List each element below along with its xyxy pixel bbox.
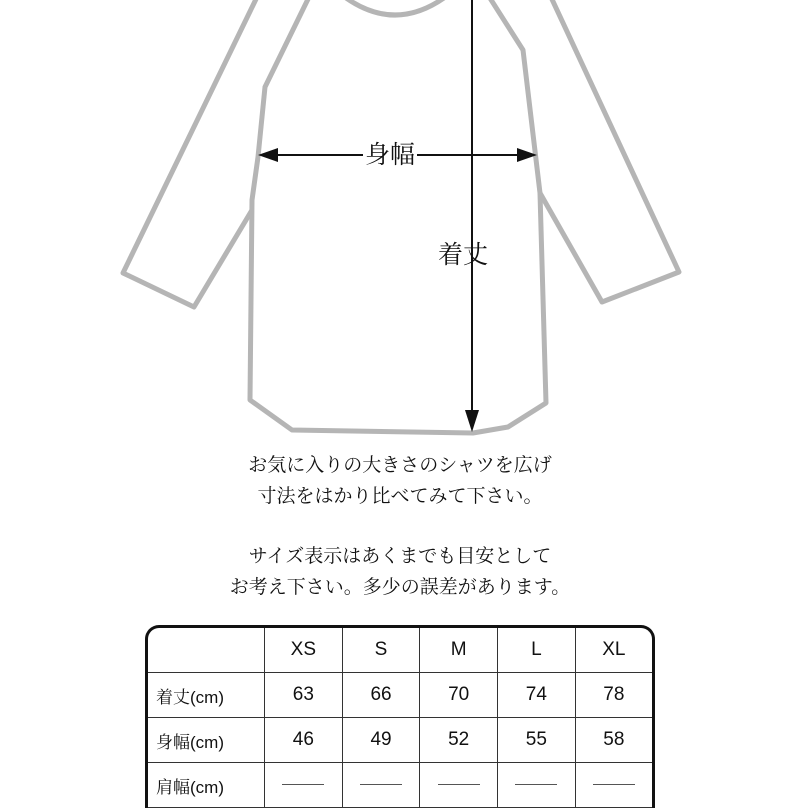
cell: 52 [420, 718, 498, 763]
dash-mark [360, 784, 402, 785]
header-cell [148, 628, 265, 673]
cell [342, 763, 420, 808]
cell: 46 [265, 718, 343, 763]
note-line: 寸法をはかり比べてみて下さい。 [257, 485, 543, 507]
table-row [148, 763, 652, 808]
cell: 74 [498, 673, 576, 718]
row-label: 身幅(cm) [148, 718, 265, 763]
note-line: お考え下さい。多少の誤差があります。 [229, 576, 571, 598]
measurement-note [0, 450, 800, 512]
cell: 66 [342, 673, 420, 718]
cell: 55 [498, 718, 576, 763]
disclaimer-note [0, 541, 800, 603]
note-line: お気に入りの大きさのシャツを広げ [248, 454, 552, 476]
cell [420, 763, 498, 808]
header-cell: XL [575, 628, 652, 673]
header-cell: XS [265, 628, 343, 673]
header-cell: L [498, 628, 576, 673]
cell: 70 [420, 673, 498, 718]
table-header-row [148, 628, 652, 673]
table-row [148, 718, 652, 763]
size-table [145, 625, 655, 808]
table-row [148, 673, 652, 718]
length-arrow [465, 0, 479, 432]
cell: 49 [342, 718, 420, 763]
cell [265, 763, 343, 808]
header-cell: M [420, 628, 498, 673]
dash-mark [438, 784, 480, 785]
cell: 78 [575, 673, 652, 718]
cell: 58 [575, 718, 652, 763]
dash-mark [282, 784, 324, 785]
width-label: 身幅 [365, 140, 416, 169]
row-label: 着丈(cm) [148, 673, 265, 718]
header-cell: S [342, 628, 420, 673]
note-line: サイズ表示はあくまでも目安として [248, 545, 552, 567]
row-label: 肩幅(cm) [148, 763, 265, 808]
dash-mark [593, 784, 635, 785]
shirt-outline [123, 0, 679, 433]
cell [498, 763, 576, 808]
cell: 63 [265, 673, 343, 718]
length-label: 着丈 [438, 240, 489, 269]
cell [575, 763, 652, 808]
dash-mark [515, 784, 557, 785]
